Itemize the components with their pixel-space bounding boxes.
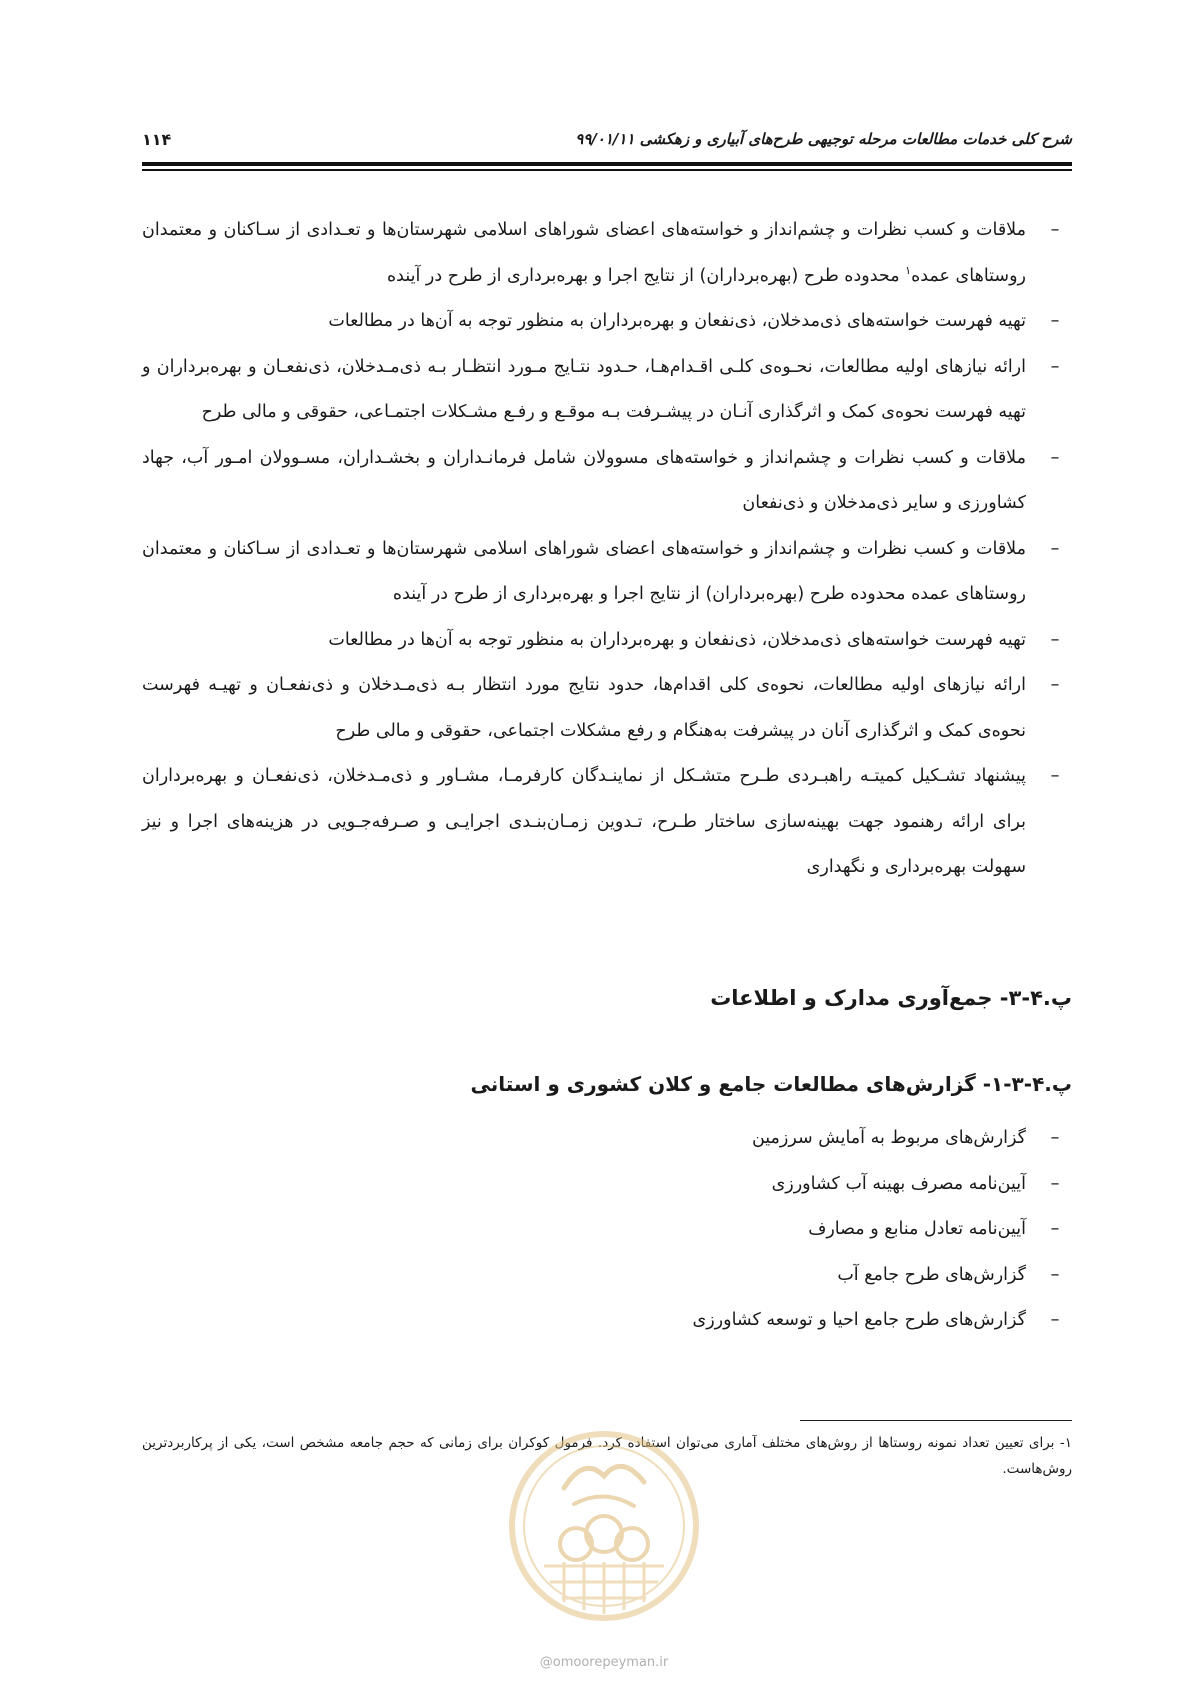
list-item-text: ارائه نیازهای اولیه مطالعات، نحوه‌ی کلی اقدام‌ها، حدود نتایج مورد انتظار بـه ذی‌مـدخلان و ذی‌نفعـان و تهیـه فهرست نحوه‌ی کمک و اثرگذاری آنان در پیشرفت به‌هنگام و رفع مشکلات اجتماعی، حقوقی و مالی طرح (142, 675, 1026, 741)
list-item (142, 1162, 1072, 1208)
list-item (142, 1298, 1072, 1344)
list-item (142, 436, 1072, 527)
list-item-text: ملاقات و کسب نظرات و چشم‌انداز و خواسته‌های مسوولان شامل فرمانـداران و بخشـداران، مسـوولان امـور آب، جهاد کشاورزی و سایر ذی‌مدخلان و ذی‌نفعان (142, 447, 1026, 513)
list-item-text: گزارش‌های طرح جامع احیا و توسعه کشاورزی (692, 1310, 1026, 1330)
list-item-text: ملاقات و کسب نظرات و چشم‌انداز و خواسته‌های اعضای شوراهای اسلامی شهرستان‌ها و تعـدادی از سـاکنان و معتمدان روستاهای عمده (142, 220, 1026, 286)
page-header (142, 126, 1072, 152)
list-item-text: تهیه فهرست خواسته‌های ذی‌مدخلان، ذی‌نفعان و بهره‌برداران به منظور توجه به آن‌ها در مطالعات (328, 311, 1026, 331)
list-item (142, 1207, 1072, 1253)
intro-bullet-list (142, 208, 1072, 891)
list-item-text: آیین‌نامه تعادل منابع و مصارف (808, 1219, 1026, 1239)
list-item (142, 527, 1072, 618)
list-item-text: آیین‌نامه مصرف بهینه آب کشاورزی (771, 1173, 1026, 1194)
list-item-text: ارائه نیازهای اولیه مطالعات، نحـوه‌ی کلـی اقـدام‌هـا، حـدود نتـایج مـورد انتظـار بـه ذی‌مـدخلان، ذی‌نفعـان و بهره‌برداران و تهیه فهرست نحوه‌ی کمک و اثرگذاری آنـان در پیشـرفت بـه موقـع و رفـع مشـکلات اجتمـاعی، حقوقی و مالی طرح (142, 356, 1026, 422)
header-title: شرح کلی خدمات مطالعات مرحله توجیهی طرح‌های آبیاری و زهکشی ۹۹/۰۱/۱۱ (575, 130, 1072, 148)
list-item (142, 299, 1072, 345)
watermark-site: @omoorepeyman.ir (539, 1655, 669, 1670)
footnote-text: ۱- برای تعیین تعداد نمونه روستاها از روش‌های مختلف آماری می‌توان استفاده کرد. فرمول کوکران برای زمانی که حجم جامعه مشخص است، یکی از پرکاربردترین روش‌هاست. (142, 1435, 1072, 1477)
list-item-text: ملاقات و کسب نظرات و چشم‌انداز و خواسته‌های اعضای شوراهای اسلامی شهرستان‌ها و تعـدادی از سـاکنان و معتمدان روستاهای عمده محدوده طرح (بهره‌برداران) از نتایج اجرا و بهره‌برداری از طرح در آینده (142, 538, 1026, 604)
list-item-text: تهیه فهرست خواسته‌های ذی‌مدخلان، ذی‌نفعان و بهره‌برداران به منظور توجه به آن‌ها در مطالعات (328, 629, 1026, 650)
list-item (142, 208, 1072, 299)
footnote-ref[interactable]: ۱ (905, 263, 912, 277)
header-rule-thick (142, 162, 1072, 166)
seal-logo-icon (504, 1426, 704, 1626)
list-item-text: محدوده طرح (بهره‌برداران) از نتایج اجرا و بهره‌برداری از طرح در آینده (386, 265, 906, 286)
page-number: ۱۱۴ (142, 129, 172, 149)
list-item (142, 663, 1072, 754)
subsection-heading: پ.۴-۳-۱- گزارش‌های مطالعات جامع و کلان کشوری و استانی (470, 1072, 1072, 1096)
list-item (142, 1116, 1072, 1162)
header-rule-thin (142, 169, 1072, 171)
list-item (142, 754, 1072, 891)
list-item (142, 1253, 1072, 1299)
list-item-text: گزارش‌های مربوط به آمایش سرزمین (751, 1128, 1026, 1148)
list-item-text: پیشنهاد تشـکیل کمیتـه راهبـردی طـرح متشـکل از نماینـدگان کارفرمـا، مشـاور و ذی‌مـدخلان، ذی‌نفعـان و بهره‌برداران برای ارائه رهنمود جهت بهینه‌سازی ساختار طـرح، تـدوین زمـان‌بنـدی اجرایـی و صـرفه‌جـویی در هزینه‌های اجرا و نیز سهولت بهره‌برداری و نگهداری (142, 766, 1026, 877)
list-item-text: گزارش‌های طرح جامع آب (837, 1264, 1026, 1285)
reports-bullet-list (142, 1116, 1072, 1344)
footnote-divider (800, 1420, 1072, 1421)
section-heading: پ.۴-۳- جمع‌آوری مدارک و اطلاعات (710, 986, 1072, 1010)
list-item (142, 345, 1072, 436)
list-item (142, 618, 1072, 664)
